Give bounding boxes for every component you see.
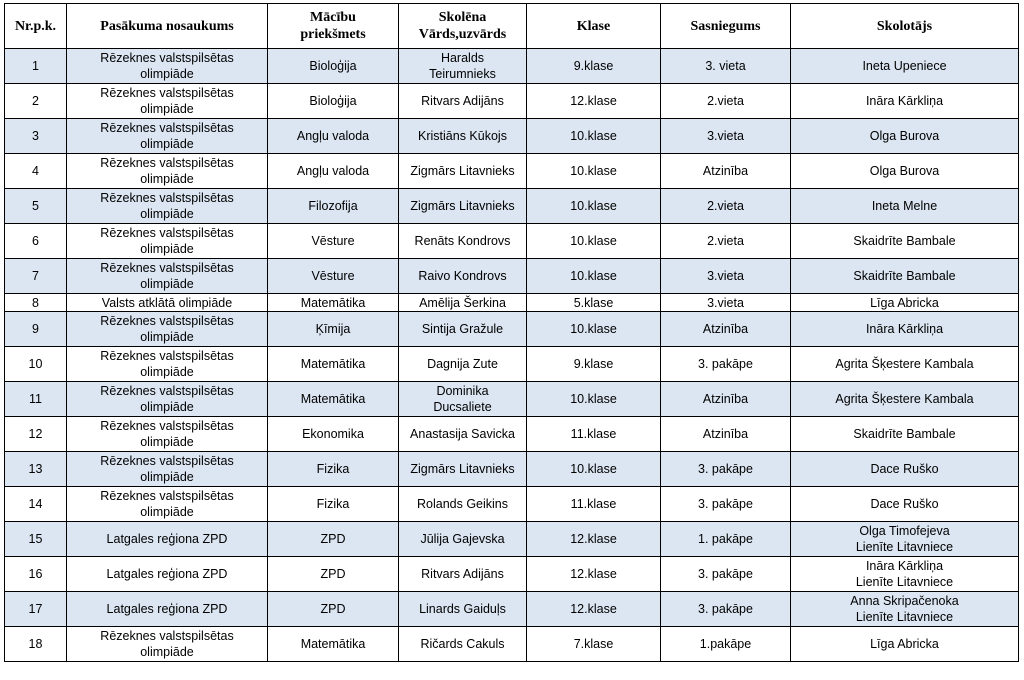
cell-event: Rēzeknes valstspilsētas olimpiāde	[67, 382, 268, 417]
cell-result: 1.pakāpe	[661, 627, 791, 662]
cell-subject: Ekonomika	[268, 417, 399, 452]
table-row	[5, 224, 1019, 259]
cell-grade: 12.klase	[527, 84, 661, 119]
cell-teacher: Agrita Šķestere Kambala	[791, 347, 1019, 382]
header-teacher: Skolotājs	[791, 4, 1019, 49]
cell-teacher: Skaidrīte Bambale	[791, 417, 1019, 452]
cell-teacher: Agrita Šķestere Kambala	[791, 382, 1019, 417]
cell-event: Latgales reģiona ZPD	[67, 522, 268, 557]
cell-subject: Bioloģija	[268, 49, 399, 84]
table-row	[5, 49, 1019, 84]
cell-student: Dagnija Zute	[399, 347, 527, 382]
cell-result: Atzinība	[661, 417, 791, 452]
cell-subject: Fizika	[268, 452, 399, 487]
cell-event: Rēzeknes valstspilsētas olimpiāde	[67, 154, 268, 189]
cell-teacher: Olga Burova	[791, 119, 1019, 154]
cell-result: Atzinība	[661, 382, 791, 417]
cell-nr: 1	[5, 49, 67, 84]
cell-result: 1. pakāpe	[661, 522, 791, 557]
cell-subject: Bioloģija	[268, 84, 399, 119]
cell-result: 3. pakāpe	[661, 592, 791, 627]
cell-result: 3. pakāpe	[661, 452, 791, 487]
cell-teacher: Skaidrīte Bambale	[791, 224, 1019, 259]
cell-event: Valsts atklātā olimpiāde	[67, 294, 268, 312]
cell-student: Zigmārs Litavnieks	[399, 452, 527, 487]
header-grade: Klase	[527, 4, 661, 49]
cell-nr: 3	[5, 119, 67, 154]
cell-teacher: Līga Abricka	[791, 627, 1019, 662]
cell-event: Rēzeknes valstspilsētas olimpiāde	[67, 189, 268, 224]
cell-subject: Angļu valoda	[268, 154, 399, 189]
table-row	[5, 294, 1019, 312]
cell-student: Renāts Kondrovs	[399, 224, 527, 259]
cell-teacher: Ineta Upeniece	[791, 49, 1019, 84]
cell-event: Rēzeknes valstspilsētas olimpiāde	[67, 119, 268, 154]
cell-nr: 16	[5, 557, 67, 592]
cell-teacher: Ināra Kārkliņa Lienīte Litavniece	[791, 557, 1019, 592]
cell-grade: 12.klase	[527, 522, 661, 557]
cell-student: Dominika Ducsaliete	[399, 382, 527, 417]
table-row	[5, 452, 1019, 487]
cell-teacher: Skaidrīte Bambale	[791, 259, 1019, 294]
cell-student: Haralds Teirumnieks	[399, 49, 527, 84]
cell-grade: 10.klase	[527, 189, 661, 224]
cell-subject: Matemātika	[268, 627, 399, 662]
header-row	[5, 4, 1019, 49]
cell-grade: 10.klase	[527, 312, 661, 347]
table-row	[5, 347, 1019, 382]
cell-student: Ričards Cakuls	[399, 627, 527, 662]
cell-grade: 7.klase	[527, 627, 661, 662]
table-row	[5, 189, 1019, 224]
cell-result: 3.vieta	[661, 294, 791, 312]
cell-student: Jūlija Gajevska	[399, 522, 527, 557]
table-row	[5, 592, 1019, 627]
cell-subject: ZPD	[268, 522, 399, 557]
cell-result: 3. vieta	[661, 49, 791, 84]
cell-subject: ZPD	[268, 557, 399, 592]
cell-nr: 8	[5, 294, 67, 312]
cell-student: Ritvars Adijāns	[399, 557, 527, 592]
cell-nr: 4	[5, 154, 67, 189]
cell-event: Rēzeknes valstspilsētas olimpiāde	[67, 627, 268, 662]
cell-grade: 11.klase	[527, 417, 661, 452]
cell-event: Rēzeknes valstspilsētas olimpiāde	[67, 259, 268, 294]
table-row	[5, 84, 1019, 119]
cell-event: Latgales reģiona ZPD	[67, 557, 268, 592]
header-event: Pasākuma nosaukums	[67, 4, 268, 49]
header-nr: Nr.p.k.	[5, 4, 67, 49]
cell-student: Linards Gaiduļs	[399, 592, 527, 627]
cell-teacher: Dace Ruško	[791, 452, 1019, 487]
table-row	[5, 312, 1019, 347]
cell-result: 3.vieta	[661, 119, 791, 154]
header-subject: Mācību priekšmets	[268, 4, 399, 49]
cell-result: 2.vieta	[661, 224, 791, 259]
table-row	[5, 487, 1019, 522]
table-row	[5, 522, 1019, 557]
cell-grade: 12.klase	[527, 592, 661, 627]
cell-result: Atzinība	[661, 312, 791, 347]
cell-teacher: Anna Skripačenoka Lienīte Litavniece	[791, 592, 1019, 627]
cell-result: Atzinība	[661, 154, 791, 189]
table-row	[5, 417, 1019, 452]
cell-subject: ZPD	[268, 592, 399, 627]
cell-subject: Vēsture	[268, 259, 399, 294]
cell-student: Raivo Kondrovs	[399, 259, 527, 294]
cell-nr: 5	[5, 189, 67, 224]
table-row	[5, 259, 1019, 294]
cell-nr: 17	[5, 592, 67, 627]
header-result: Sasniegums	[661, 4, 791, 49]
cell-event: Rēzeknes valstspilsētas olimpiāde	[67, 224, 268, 259]
cell-nr: 7	[5, 259, 67, 294]
cell-result: 3. pakāpe	[661, 347, 791, 382]
cell-subject: Angļu valoda	[268, 119, 399, 154]
cell-subject: Matemātika	[268, 382, 399, 417]
cell-teacher: Līga Abricka	[791, 294, 1019, 312]
cell-grade: 10.klase	[527, 224, 661, 259]
cell-student: Zigmārs Litavnieks	[399, 189, 527, 224]
cell-nr: 6	[5, 224, 67, 259]
cell-grade: 11.klase	[527, 487, 661, 522]
cell-event: Rēzeknes valstspilsētas olimpiāde	[67, 84, 268, 119]
cell-student: Zigmārs Litavnieks	[399, 154, 527, 189]
cell-subject: Ķīmija	[268, 312, 399, 347]
cell-grade: 10.klase	[527, 382, 661, 417]
table-row	[5, 557, 1019, 592]
cell-grade: 9.klase	[527, 49, 661, 84]
table-row	[5, 382, 1019, 417]
cell-student: Anastasija Savicka	[399, 417, 527, 452]
header-student: Skolēna Vārds,uzvārds	[399, 4, 527, 49]
table-row	[5, 627, 1019, 662]
cell-student: Ritvars Adijāns	[399, 84, 527, 119]
cell-subject: Fizika	[268, 487, 399, 522]
cell-grade: 5.klase	[527, 294, 661, 312]
cell-result: 3. pakāpe	[661, 487, 791, 522]
cell-teacher: Olga Timofejeva Lienīte Litavniece	[791, 522, 1019, 557]
table-row	[5, 119, 1019, 154]
cell-grade: 12.klase	[527, 557, 661, 592]
cell-nr: 13	[5, 452, 67, 487]
cell-nr: 15	[5, 522, 67, 557]
cell-nr: 18	[5, 627, 67, 662]
results-table	[4, 3, 1019, 662]
cell-event: Rēzeknes valstspilsētas olimpiāde	[67, 312, 268, 347]
cell-grade: 10.klase	[527, 259, 661, 294]
cell-student: Kristiāns Kūkojs	[399, 119, 527, 154]
cell-subject: Matemātika	[268, 347, 399, 382]
cell-nr: 10	[5, 347, 67, 382]
cell-nr: 14	[5, 487, 67, 522]
cell-nr: 12	[5, 417, 67, 452]
cell-student: Amēlija Šerkina	[399, 294, 527, 312]
cell-teacher: Ināra Kārkliņa	[791, 84, 1019, 119]
cell-event: Rēzeknes valstspilsētas olimpiāde	[67, 487, 268, 522]
cell-result: 3.vieta	[661, 259, 791, 294]
cell-result: 2.vieta	[661, 189, 791, 224]
cell-event: Rēzeknes valstspilsētas olimpiāde	[67, 49, 268, 84]
cell-nr: 11	[5, 382, 67, 417]
cell-nr: 2	[5, 84, 67, 119]
cell-subject: Vēsture	[268, 224, 399, 259]
cell-event: Latgales reģiona ZPD	[67, 592, 268, 627]
cell-event: Rēzeknes valstspilsētas olimpiāde	[67, 452, 268, 487]
cell-nr: 9	[5, 312, 67, 347]
cell-result: 3. pakāpe	[661, 557, 791, 592]
cell-subject: Filozofija	[268, 189, 399, 224]
cell-event: Rēzeknes valstspilsētas olimpiāde	[67, 347, 268, 382]
cell-student: Sintija Gražule	[399, 312, 527, 347]
cell-event: Rēzeknes valstspilsētas olimpiāde	[67, 417, 268, 452]
cell-grade: 10.klase	[527, 119, 661, 154]
table-row	[5, 154, 1019, 189]
cell-result: 2.vieta	[661, 84, 791, 119]
cell-teacher: Dace Ruško	[791, 487, 1019, 522]
cell-teacher: Ineta Melne	[791, 189, 1019, 224]
cell-teacher: Olga Burova	[791, 154, 1019, 189]
cell-grade: 10.klase	[527, 452, 661, 487]
cell-grade: 10.klase	[527, 154, 661, 189]
cell-subject: Matemātika	[268, 294, 399, 312]
cell-student: Rolands Geikins	[399, 487, 527, 522]
cell-teacher: Ināra Kārkliņa	[791, 312, 1019, 347]
cell-grade: 9.klase	[527, 347, 661, 382]
